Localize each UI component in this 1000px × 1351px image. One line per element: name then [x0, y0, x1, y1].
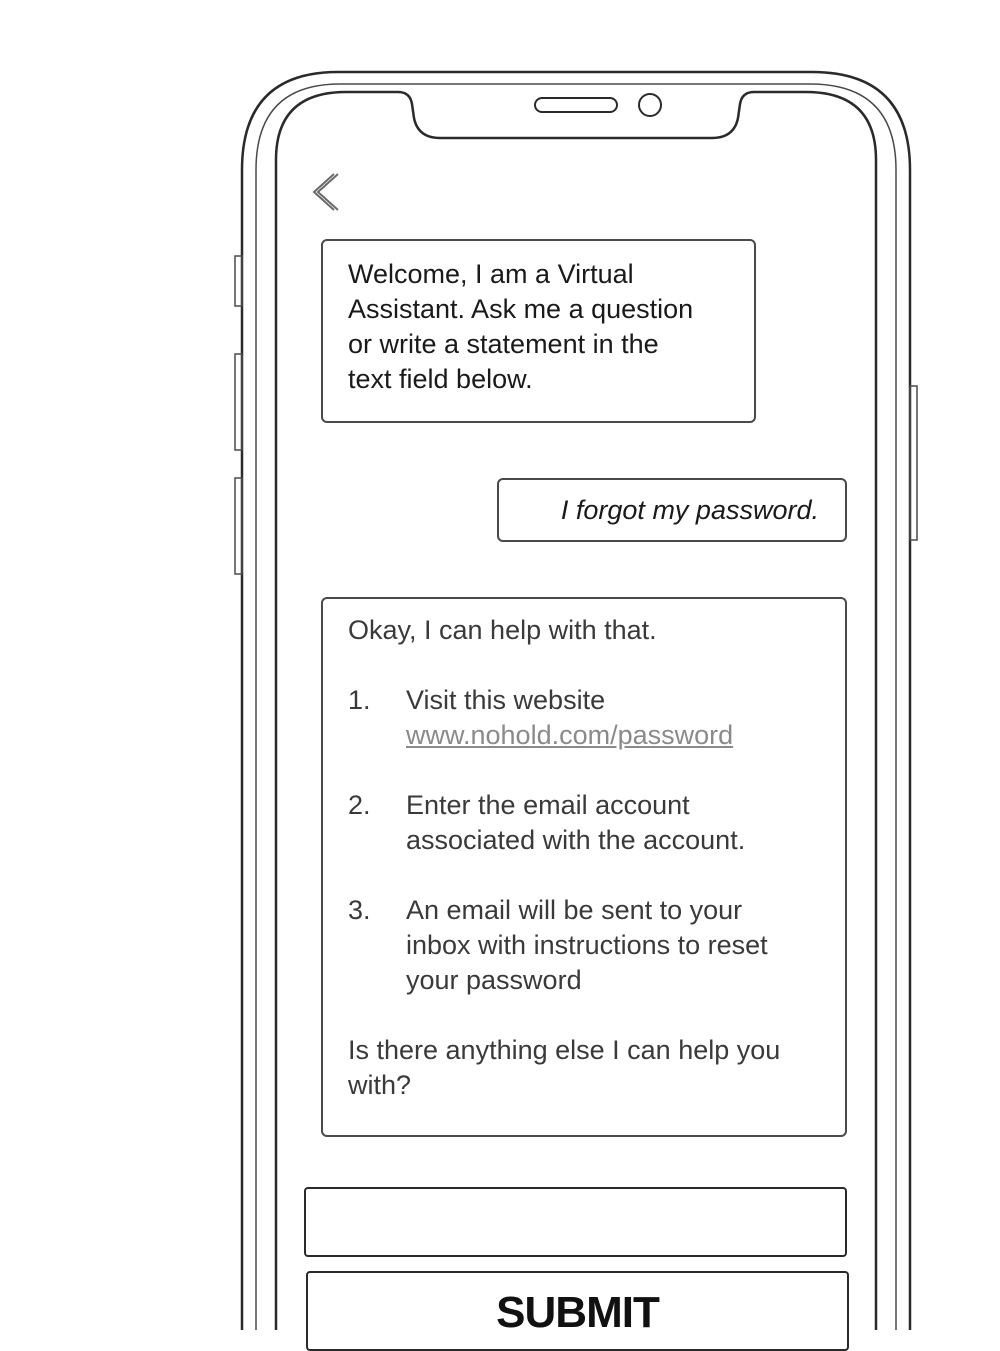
- step-text: [406, 788, 821, 858]
- welcome-text-line: Welcome, I am a Virtual: [348, 259, 634, 289]
- reply-step: [348, 893, 821, 998]
- welcome-text-line: text field below.: [348, 364, 533, 394]
- user-message-bubble: [497, 478, 847, 542]
- reply-intro-text: Okay, I can help with that.: [348, 615, 657, 645]
- step-text: [406, 683, 821, 753]
- reply-step: [348, 788, 821, 858]
- welcome-text-line: or write a statement in the: [348, 329, 659, 359]
- step-text-line: associated with the account.: [406, 825, 746, 855]
- assistant-reply-bubble: [321, 597, 847, 1137]
- user-message-text: I forgot my password.: [560, 494, 819, 525]
- chevron-left-icon: [300, 166, 350, 218]
- password-reset-link[interactable]: www.nohold.com/password: [406, 720, 734, 750]
- speaker-grille-icon: [535, 98, 617, 112]
- submit-button[interactable]: SUBMIT: [306, 1271, 849, 1351]
- assistant-welcome-bubble: [321, 239, 756, 423]
- step-text: [406, 893, 821, 998]
- reply-steps-list: [348, 683, 821, 998]
- welcome-text-line: Assistant. Ask me a question: [348, 294, 694, 324]
- message-input[interactable]: [304, 1187, 847, 1257]
- reply-step: [348, 683, 821, 753]
- step-text-line: Visit this website: [406, 685, 606, 715]
- step-text-line: An email will be sent to your: [406, 895, 743, 925]
- back-button[interactable]: [300, 166, 350, 218]
- step-number: 1.: [348, 685, 371, 715]
- step-number: 3.: [348, 895, 371, 925]
- step-text-line: Enter the email account: [406, 790, 690, 820]
- step-number: 2.: [348, 790, 371, 820]
- reply-outro-line: with?: [348, 1070, 412, 1100]
- step-text-line: inbox with instructions to reset: [406, 930, 768, 960]
- reply-outro-line: Is there anything else I can help you: [348, 1035, 781, 1065]
- step-text-line: your password: [406, 965, 582, 995]
- front-camera-icon: [639, 94, 661, 116]
- reply-outro-text: [348, 1033, 821, 1103]
